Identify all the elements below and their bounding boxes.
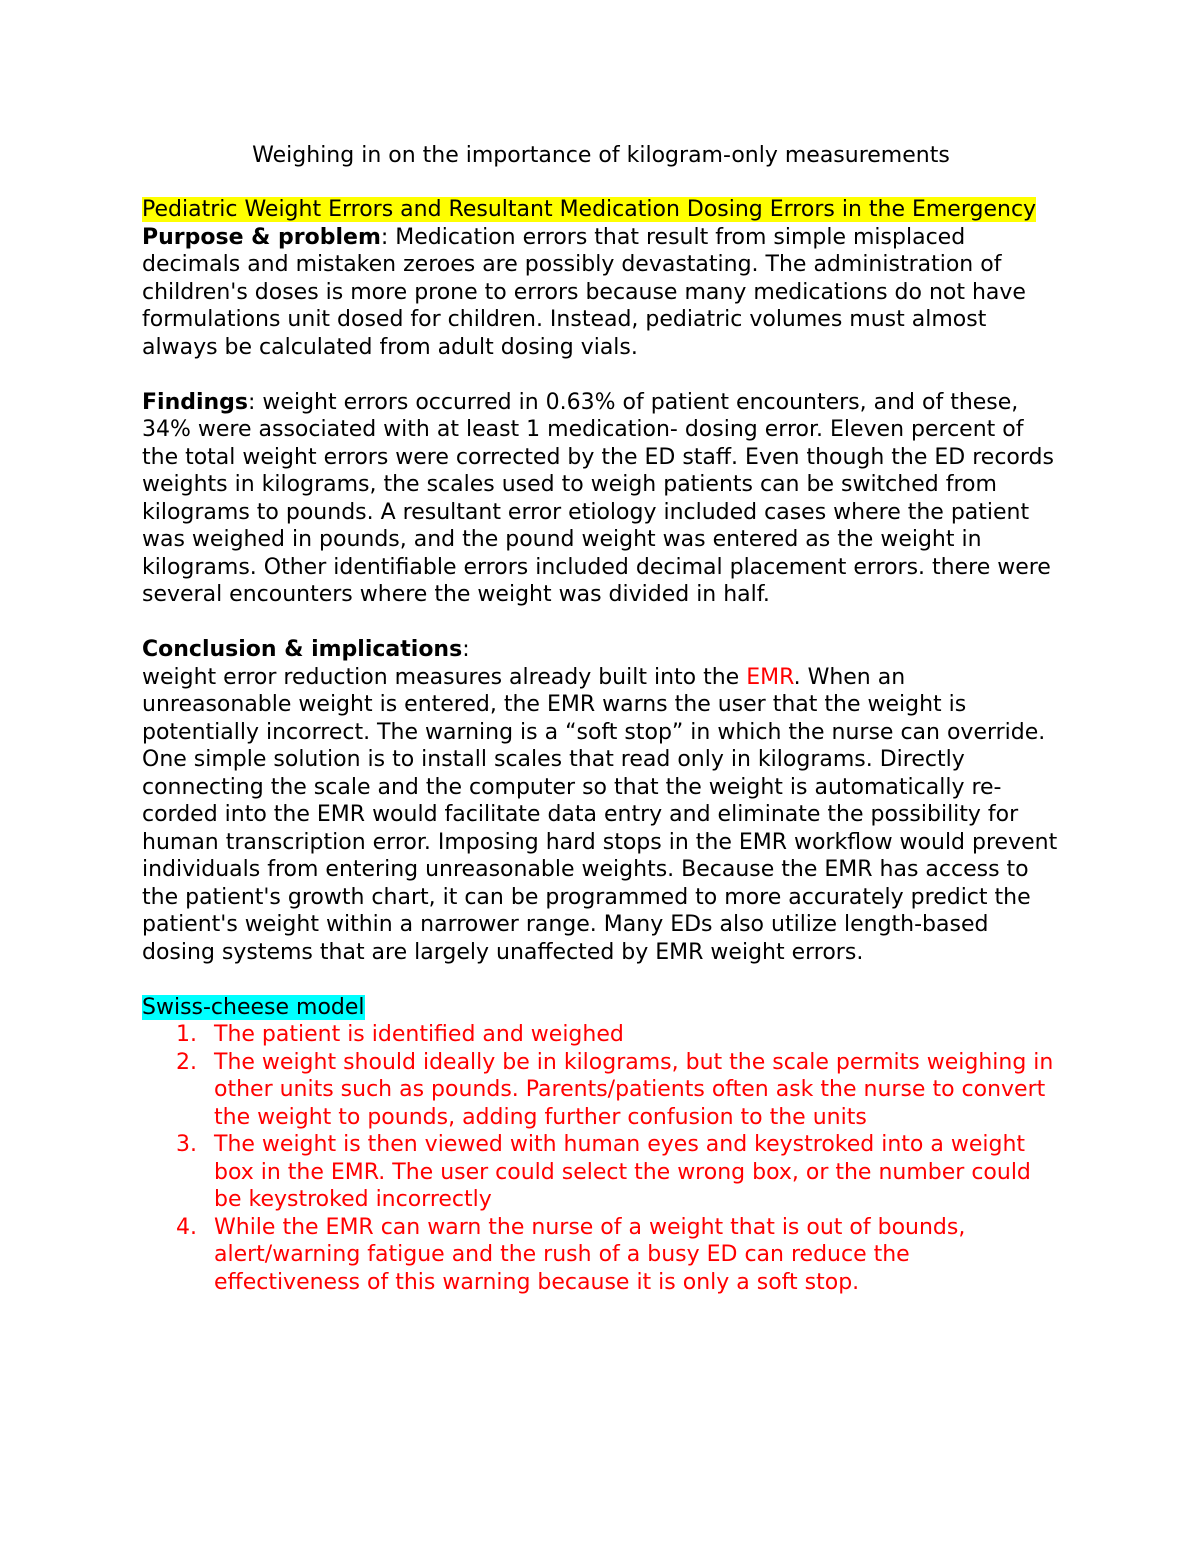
list-item [142,1131,1060,1214]
purpose-paragraph [142,224,1060,362]
list-item-number: 1. [176,1022,197,1047]
list-item-number: 3. [176,1132,197,1157]
findings-label: Findings [142,389,249,415]
swiss-cheese-heading: Swiss-cheese model [142,994,365,1020]
list-item-text: The patient is identified and weighed [214,1022,624,1047]
findings-text: : weight errors occurred in 0.63% of patient encounters, and of these, 34% were associated with at least 1 medication- dosing error. Eleven percent of the total weight errors were corrected by the ED staff. Even though the ED records weights in kilograms, the scales used to weigh patients can be switched from kilograms to pounds. A resultant error etiology included cases where the patient was weighed in pounds, and the pound weight was entered as the weight in kilograms. Other identifiable errors included decimal placement errors. there were several encounters where the weight was divided in half. [142,389,1054,607]
emr-highlight: EMR [746,664,794,690]
list-item-number: 2. [176,1049,197,1075]
list-item-text: The weight is then viewed with human eyes and keystroked into a weight box in the EMR. The user could select the wrong box, or the number could be keystroked incorrectly [214,1132,1031,1212]
list-item-text: While the EMR can warn the nurse of a weight that is out of bounds, alert/warning fatigue and the rush of a busy ED can reduce the effectiveness of this warning because it is only a soft stop. [214,1214,966,1295]
article-heading-block [142,196,1060,224]
list-item-number: 4. [176,1214,197,1240]
conclusion-label-suffix: : [462,637,470,662]
swiss-cheese-heading-block [142,994,1060,1022]
conclusion-heading [142,636,1060,664]
purpose-label: Purpose & problem [142,224,381,250]
list-item [142,1214,1060,1297]
paragraph-spacer [142,609,1060,637]
conclusion-paragraph [142,664,1060,967]
paragraph-spacer [142,361,1060,389]
list-item [142,1021,1060,1049]
conclusion-text-before: weight error reduction measures already built into the [142,664,747,690]
purpose-text: : Medication errors that result from simple misplaced decimals and mistaken zeroes are possibly devastating. The administration of children's doses is more prone to errors because many medications do not have formulations unit dosed for children. Instead, pediatric volumes must almost always be calculated from adult dosing vials. [142,224,1026,360]
swiss-cheese-list [142,1021,1060,1296]
paragraph-spacer [142,966,1060,994]
document-title: Weighing in on the importance of kilogram-only measurements [252,143,950,168]
list-item [142,1049,1060,1132]
document-page [142,142,1060,1296]
article-heading: Pediatric Weight Errors and Resultant Medication Dosing Errors in the Emergency [142,197,1037,222]
findings-paragraph [142,389,1060,609]
conclusion-text-after: . When an unreasonable weight is entered, the EMR warns the user that the weight is potentially incorrect. The warning is a “soft stop” in which the nurse can override. One simple solution is to install scales that read only in kilograms. Directly connecting the scale and the computer so that the weight is automatically re- corded into the EMR would facilitate data entry and eliminate the possibility for human transcription error. Imposing hard stops in the EMR workflow would prevent individuals from entering unreasonable weights. Because the EMR has access to the patient's growth chart, it can be programmed to more accurately predict the patient's weight within a narrower range. Many EDs also utilize length-based dosing systems that are largely unaffected by EMR weight errors. [142,664,1058,965]
conclusion-label: Conclusion & implications [142,637,463,662]
list-item-text: The weight should ideally be in kilograms, but the scale permits weighing in other units such as pounds. Parents/patients often ask the nurse to convert the weight to pounds, adding further confusion to the units [214,1049,1054,1130]
